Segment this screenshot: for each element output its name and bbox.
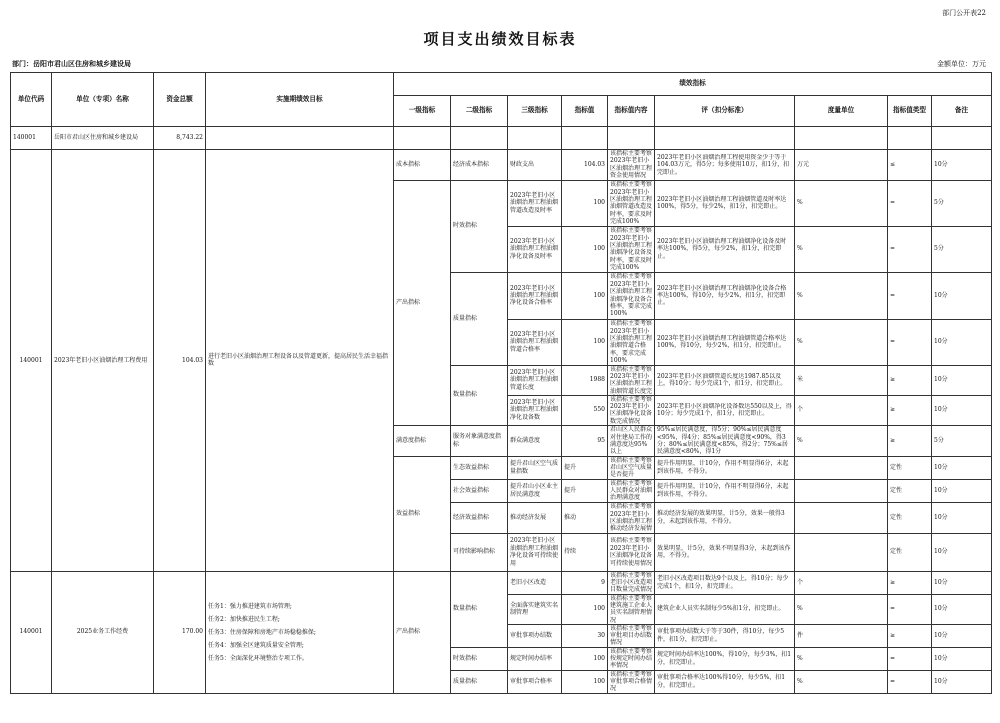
indicator-content-text: 君山区人民群众对住建局工作的满意度达95%以上 (610, 426, 652, 456)
indicator-value: 提升 (562, 456, 608, 479)
level2-quantity: 数量指标 (451, 365, 508, 425)
indicator-content-text: 该指标主要考察建筑施工企业人员实名制管理情况 (610, 594, 652, 624)
goal-item: 任务1：强力推进建筑市场管理; (208, 602, 292, 610)
indicator-value: 100 (562, 670, 608, 693)
level2: 社会效益指标 (451, 479, 508, 502)
remark: 5分 (932, 425, 992, 456)
summary-name: 岳阳市君山区住房和城乡建设局 (52, 127, 154, 150)
remark: 10分 (932, 456, 992, 479)
level1-output: 产出指标 (394, 571, 451, 693)
indicator-content (608, 456, 655, 479)
header-goal: 实施期绩效目标 (206, 73, 394, 127)
remark: 10分 (932, 670, 992, 693)
level3: 提升君山小区业主居民满意度 (508, 479, 562, 502)
indicator-content (608, 670, 655, 693)
criteria: 2023年老旧小区油烟治理工程油烟管道合格率达100%，得10分，每少2%，扣1分，扣完即止。 (655, 319, 795, 365)
project1-amount: 104.03 (154, 150, 206, 572)
indicator-value: 100 (562, 272, 608, 319)
criteria: 2023年老旧小区油烟治理工程油烟净化设备合格率达100%，得10分，每少2%，扣1分，扣完即止。 (655, 272, 795, 319)
header-value: 指标值 (562, 96, 608, 127)
value-type: 定性 (888, 479, 932, 502)
criteria: 推动经济发展的效果明显，计5分，效果一般得3分，未起到该作用，不得分。 (655, 502, 795, 533)
goal-item: 任务5：全面深化环境整治专项工作。 (208, 654, 308, 662)
criteria: 提升作用明显，计10分，作用不明显得6分，未起到该作用，不得分。 (655, 456, 795, 479)
value-type: 定性 (888, 533, 932, 571)
header-criteria: 评（扣分标准） (655, 96, 795, 127)
criteria: 2023年老旧小区油烟治理工程油烟净化设备及时率达100%，得5分，每少2%，扣1分，扣完即止。 (655, 226, 795, 272)
remark: 10分 (932, 533, 992, 571)
level3: 2023年老旧小区油烟治理工程油烟净化设备可持续使用 (508, 533, 562, 571)
criteria (655, 150, 795, 181)
criteria: 审批事项办结数大于等于30件，得10分，每少5件，扣1分，扣完即止。 (655, 624, 795, 647)
header-unit-name: 单位（专项）名称 (52, 73, 154, 127)
header-remark: 备注 (932, 96, 992, 127)
indicator-content (608, 479, 655, 502)
remark: 10分 (932, 624, 992, 647)
value-type: = (888, 272, 932, 319)
value-type: ≥ (888, 395, 932, 425)
indicator-value: 30 (562, 624, 608, 647)
level3: 2023年老旧小区油烟治理工程油烟管道改造及时率 (508, 180, 562, 226)
measure-unit (795, 456, 888, 479)
measure-unit: % (795, 670, 888, 693)
indicator-content-text: 该指标主要考察2023年老旧小区油烟治理工程油烟净化设备合格率，要求完成100% (610, 273, 652, 318)
value-type: ≥ (888, 365, 932, 395)
level3: 2023年老旧小区油烟治理工程油烟净化设备及时率 (508, 226, 562, 272)
indicator-content (608, 365, 655, 395)
measure-unit: % (795, 319, 888, 365)
criteria-text: 95%≤居民满意度，得5分；90%≤居民满意度<95%，得4分；85%≤居民满意度<90%，得3分；80%≤居民满意度<85%，得2分；75%≤居民满意度<80%，得1分 (657, 426, 788, 456)
measure-unit: % (795, 180, 888, 226)
indicator-value: 100 (562, 594, 608, 624)
measure-unit: 个 (795, 571, 888, 594)
remark: 10分 (932, 571, 992, 594)
indicator-content-text: 该指标主要考察人民群众对油烟治理满意度 (610, 479, 652, 502)
indicator-value: 提升 (562, 479, 608, 502)
remark: 10分 (932, 272, 992, 319)
level2-time: 时效指标 (451, 180, 508, 272)
remark: 5分 (932, 180, 992, 226)
indicator-value: 550 (562, 395, 608, 425)
remark: 10分 (932, 150, 992, 181)
level2: 经济成本指标 (451, 150, 508, 181)
value-type: = (888, 647, 932, 670)
project2-code: 140001 (11, 571, 52, 693)
level3: 2023年老旧小区油烟治理工程油烟净化设备数 (508, 395, 562, 425)
indicator-value: 1988 (562, 365, 608, 395)
header-fund-total: 资金总额 (154, 73, 206, 127)
indicator-content (608, 180, 655, 226)
measure-unit: 米 (795, 365, 888, 395)
indicator-content (608, 571, 655, 594)
level1-benefit: 效益指标 (394, 456, 451, 571)
summary-amount: 8,743.22 (154, 127, 206, 150)
level2: 生态效益指标 (451, 456, 508, 479)
indicator-value: 95 (562, 425, 608, 456)
indicator-value: 100 (562, 226, 608, 272)
criteria: 提升作用明显，计10分，作用不明显得6分，未起到该作用，不得分。 (655, 479, 795, 502)
project2-amount: 170.00 (154, 571, 206, 693)
criteria: 审批事项合格率达100%得10分，每少5%，扣1分，扣完即止。 (655, 670, 795, 693)
level3: 2023年老旧小区油烟治理工程油烟管道合格率 (508, 319, 562, 365)
criteria (655, 365, 795, 395)
criteria: 老旧小区改造项目数达9个以及上，得10分；每少完成1个，扣1分，扣完即止。 (655, 571, 795, 594)
level3: 审批事项办结数 (508, 624, 562, 647)
indicator-content-text: 该指标主要考察审批事项合格情况 (610, 670, 652, 693)
indicator-content (608, 624, 655, 647)
value-type: = (888, 226, 932, 272)
measure-unit: 个 (795, 395, 888, 425)
criteria: 2023年老旧小区油烟治理工程油烟管道及时率达100%，得5分，每少2%，扣1分，扣完即止。 (655, 180, 795, 226)
value-type: = (888, 180, 932, 226)
page-code: 部门公开表22 (942, 9, 986, 17)
indicator-content (608, 319, 655, 365)
project2-goals (206, 571, 394, 693)
header-indicators: 绩效指标 (394, 73, 992, 96)
indicator-content-text: 该指标主要考察2023年老旧小区油烟治理工程油烟管道改造及时率，要求及时完成100% (610, 181, 652, 226)
value-type: = (888, 670, 932, 693)
indicator-content (608, 533, 655, 571)
level3: 审批事项合格率 (508, 670, 562, 693)
indicator-value: 推动 (562, 502, 608, 533)
criteria: 规定时间办结率达100%，得10分，每少3%，扣1分，扣完即止。 (655, 647, 795, 670)
level3: 2023年老旧小区油烟治理工程油烟管道长度 (508, 365, 562, 395)
indicator-content-text: 该指标主要考察2023年老旧小区油烟治理工程推动经济发展情 (610, 503, 652, 533)
header-value-type: 指标值类型 (888, 96, 932, 127)
indicator-value: 9 (562, 571, 608, 594)
value-type: 定性 (888, 502, 932, 533)
goal-item: 任务3：住房保障和房地产市场稳稳推保; (208, 628, 316, 636)
measure-unit: 万元 (795, 150, 888, 181)
amount-unit-label: 金额单位：万元 (937, 60, 986, 68)
measure-unit: % (795, 647, 888, 670)
indicator-content-text: 该指标主要考察2023年老旧小区油烟治理工程油烟净化设备及时率，要求及时完成100% (610, 227, 652, 272)
level3: 规定时间办结率 (508, 647, 562, 670)
project1-name: 2023年老旧小区油烟治理工程费用 (52, 150, 154, 572)
indicator-content-text: 该指标主要考察审批项目办结数情况 (610, 624, 652, 647)
level3: 财政支出 (508, 150, 562, 181)
remark: 10分 (932, 647, 992, 670)
criteria-text: 2023年老旧小区油烟治理工程使用资金少于等于104.03万元，得5分；每多使用10万，扣1分，扣完即止。 (657, 153, 790, 176)
remark: 10分 (932, 479, 992, 502)
level1-cost: 成本指标 (394, 150, 451, 181)
header-level2: 二级指标 (451, 96, 508, 127)
project2-name: 2025业务工作经费 (52, 571, 154, 693)
indicator-content (608, 425, 655, 456)
indicator-content-text: 该指标主要考察2023年老旧小区油烟治理工程油烟管道合格率，要求完成100% (610, 320, 652, 365)
project1-goal: 进行老旧小区油烟治理工程设备以及管道更新，提高居民生活幸福指数 (206, 150, 394, 572)
performance-table (10, 72, 992, 694)
goal-item: 任务4：加强全区建筑质量安全管理; (208, 641, 304, 649)
indicator-content (608, 647, 655, 670)
indicator-value: 持续 (562, 533, 608, 571)
level2-quality: 质量指标 (451, 272, 508, 365)
level2-time: 时效指标 (451, 647, 508, 670)
header-content: 指标值内容 (608, 96, 655, 127)
indicator-content (608, 395, 655, 425)
measure-unit: % (795, 425, 888, 456)
criteria (655, 425, 795, 456)
measure-unit (795, 533, 888, 571)
remark: 10分 (932, 395, 992, 425)
value-type: ≤ (888, 150, 932, 181)
indicator-content-text: 该指标主要考察2023年老旧小区油烟治理工程油烟管道长度完 (610, 365, 652, 395)
indicator-content (608, 226, 655, 272)
remark: 5分 (932, 226, 992, 272)
indicator-content (608, 150, 655, 181)
level3: 提升君山区空气质量指数 (508, 456, 562, 479)
indicator-content-text: 该指标主要考察2023年老旧小区油烟治理工程资金使用情况 (610, 150, 652, 180)
summary-row (11, 127, 992, 150)
remark: 10分 (932, 319, 992, 365)
indicator-value: 100 (562, 647, 608, 670)
page-title: 项目支出绩效目标表 (423, 30, 577, 48)
indicator-value: 104.03 (562, 150, 608, 181)
level3: 全面落实建筑实名制管理 (508, 594, 562, 624)
indicator-content-text: 该指标主要考察2023年老旧小区油烟净化设备数完成情况 (610, 395, 652, 425)
level1-satisfaction: 满意度指标 (394, 425, 451, 456)
measure-unit: 件 (795, 624, 888, 647)
level2: 服务对象满意度指标 (451, 425, 508, 456)
indicator-content-text: 该指标主要考察按规定时间办结率情况 (610, 647, 652, 670)
criteria: 效果明显，计5分，效果不明显得3分，未起到该作用，不得分。 (655, 533, 795, 571)
value-type: 定性 (888, 456, 932, 479)
level3: 推动经济发展 (508, 502, 562, 533)
measure-unit: % (795, 594, 888, 624)
level1-output: 产出指标 (394, 180, 451, 425)
table-row (11, 571, 992, 594)
value-type: ≥ (888, 624, 932, 647)
level2-quality: 质量指标 (451, 670, 508, 693)
criteria-text: 2023年老旧小区油烟净化设备数达550以及上，得10分；每少完成1个，扣1分，扣完即止。 (657, 402, 792, 418)
criteria (655, 395, 795, 425)
remark: 10分 (932, 502, 992, 533)
indicator-content-text: 该指标主要考察老旧小区改造项目数量完成情况 (610, 571, 652, 594)
criteria-text: 2023年老旧小区油烟管道长度达1987.85以及上，得10分；每少完成1个，扣1分，扣完即止。 (657, 372, 787, 388)
indicator-content-text: 该指标主要考察2023年老旧小区油烟净化设备可持续使用情况 (610, 537, 652, 567)
header-unit-code: 单位代码 (11, 73, 52, 127)
value-type: = (888, 594, 932, 624)
value-type: ≥ (888, 425, 932, 456)
goal-item: 任务2：加快推进民生工程; (208, 615, 280, 623)
indicator-value: 100 (562, 180, 608, 226)
header-measure-unit: 度量单位 (795, 96, 888, 127)
header-level1: 一级指标 (394, 96, 451, 127)
level3: 老旧小区改造 (508, 571, 562, 594)
table-row (11, 150, 992, 181)
value-type: = (888, 319, 932, 365)
measure-unit: % (795, 272, 888, 319)
level2: 经济效益指标 (451, 502, 508, 533)
header-level3: 三级指标 (508, 96, 562, 127)
department-label: 部门：岳阳市君山区住房和城乡建设局 (12, 59, 131, 68)
indicator-value: 100 (562, 319, 608, 365)
level3: 2023年老旧小区油烟治理工程油烟净化设备合格率 (508, 272, 562, 319)
measure-unit: % (795, 226, 888, 272)
indicator-content-text: 该指标主要考察君山区空气质量是否提升 (610, 456, 652, 479)
remark: 10分 (932, 365, 992, 395)
project1-code: 140001 (11, 150, 52, 572)
measure-unit (795, 479, 888, 502)
indicator-content (608, 594, 655, 624)
measure-unit (795, 502, 888, 533)
criteria: 建筑企业人员实名制每少5%扣1分，扣完即止。 (655, 594, 795, 624)
summary-code: 140001 (11, 127, 52, 150)
level2: 可持续影响指标 (451, 533, 508, 571)
level2-quantity: 数量指标 (451, 571, 508, 647)
value-type: ≥ (888, 571, 932, 594)
indicator-content (608, 272, 655, 319)
indicator-content (608, 502, 655, 533)
remark: 10分 (932, 594, 992, 624)
level3: 群众满意度 (508, 425, 562, 456)
